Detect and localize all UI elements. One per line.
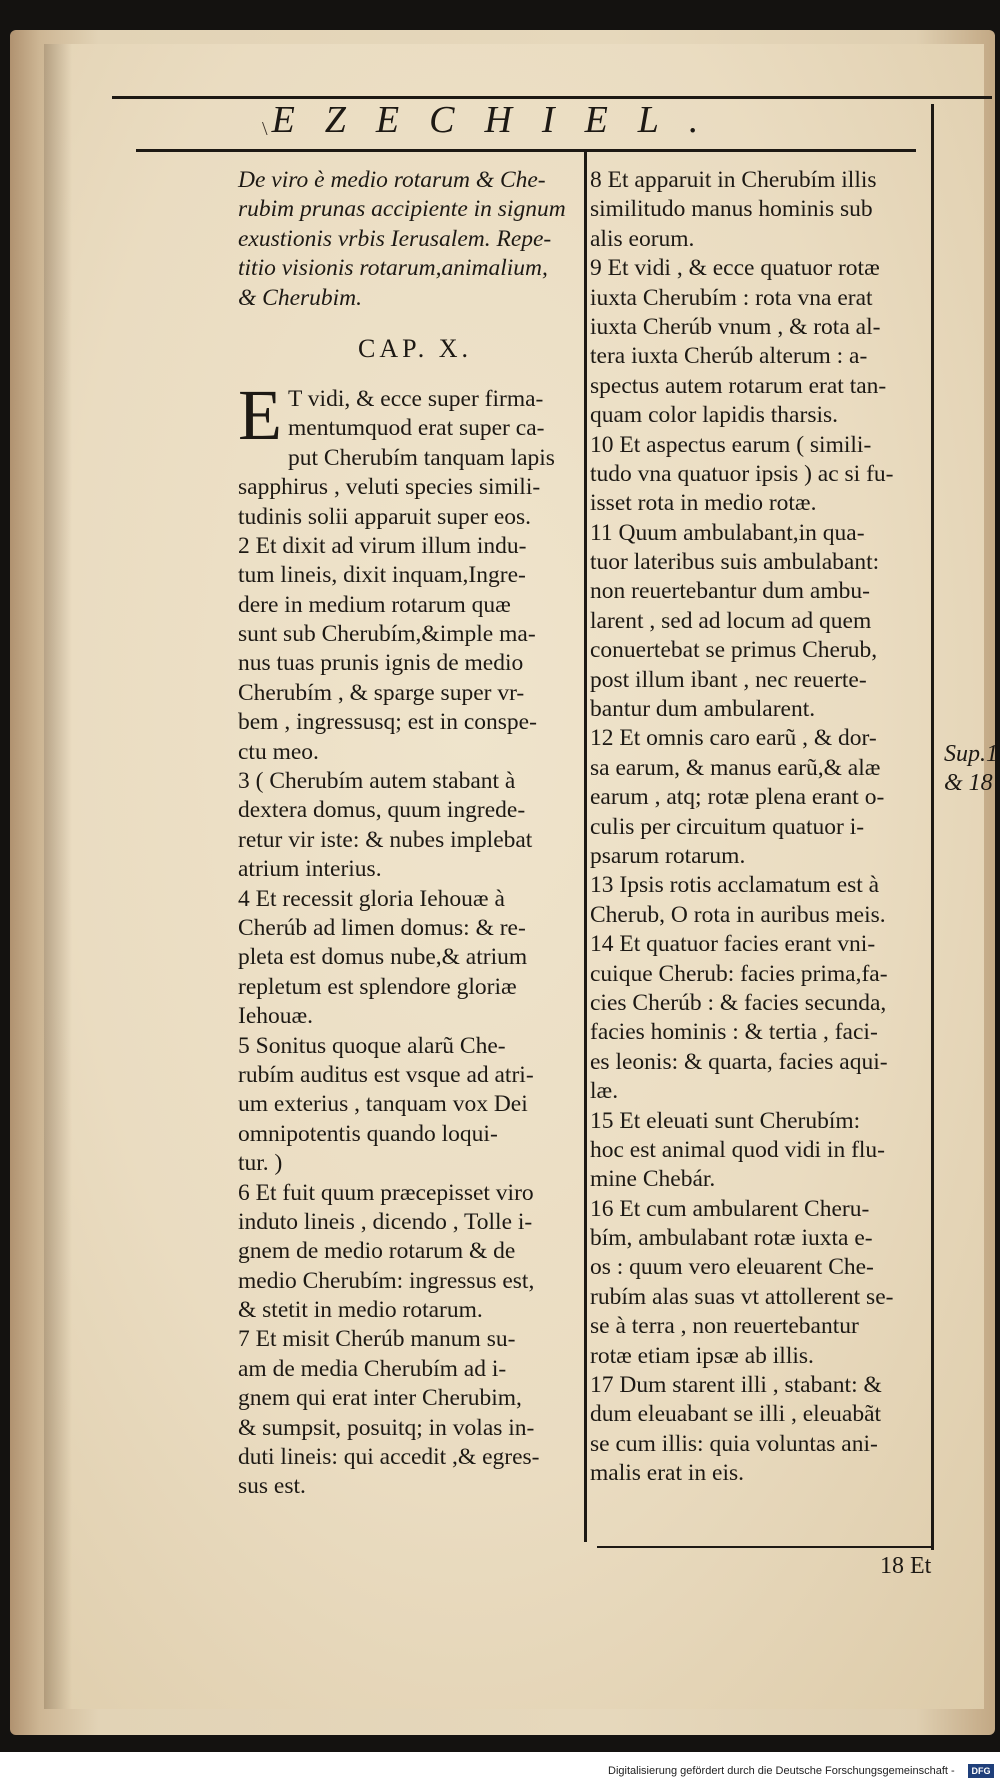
head-rule	[136, 149, 916, 152]
text-line: induto lineis , dicendo , Tolle i-	[238, 1208, 533, 1235]
text-line: duti lineis: qui accedit ,& egres-	[238, 1444, 540, 1471]
text-line: Cherubím , & sparge super vr-	[238, 679, 525, 706]
text-line: atrium interius.	[238, 856, 382, 883]
text-line: 10 Et aspectus earum ( simili-	[590, 431, 872, 458]
text-line: quam color lapidis tharsis.	[590, 402, 839, 429]
text-line: medio Cherubím: ingressus est,	[238, 1267, 535, 1294]
text-line: sa earum, & manus earũ,& alæ	[590, 754, 881, 781]
text-line: rubím auditus est vsque ad atri-	[238, 1061, 534, 1088]
text-line: nus tuas prunis ignis de medio	[238, 650, 524, 677]
text-line: 2 Et dixit ad virum illum indu-	[238, 532, 527, 559]
text-line: T vidi, & ecce super firma-	[288, 385, 544, 412]
outer-margin-rule	[931, 104, 934, 1550]
text-line: 4 Et recessit gloria Iehouæ à	[238, 885, 505, 912]
text-line: 5 Sonitus quoque alarũ Che-	[238, 1032, 506, 1059]
text-line: 13 Ipsis rotis acclamatum est à	[590, 872, 880, 899]
text-line: conuertebat se primus Cherub,	[590, 637, 878, 664]
text-line: iuxta Cherubím : rota vna erat	[590, 284, 873, 311]
text-line: am de media Cherubím ad i-	[238, 1355, 507, 1382]
text-line: pleta est domus nube,& atrium	[238, 944, 528, 971]
text-line: isset rota in medio rotæ.	[590, 490, 817, 517]
text-line: cuique Cherub: facies prima,fa-	[590, 960, 888, 987]
text-line: 3 ( Cherubím autem stabant à	[238, 768, 516, 795]
argument-line: titio visionis rotarum,animalium,	[238, 255, 548, 282]
text-line: spectus autem rotarum erat tan-	[590, 372, 887, 399]
text-line: os : quum vero eleuarent Che-	[590, 1254, 874, 1281]
text-line: 12 Et omnis caro earũ , & dor-	[590, 725, 877, 752]
argument-line: & Cherubim.	[238, 284, 363, 311]
text-line: rotæ etiam ipsæ ab illis.	[590, 1342, 814, 1369]
argument-line: rubim prunas accipiente in signum	[238, 196, 566, 223]
text-line: sunt sub Cherubím,&imple ma-	[238, 621, 536, 648]
text-line: 17 Dum starent illi , stabant: &	[590, 1372, 882, 1399]
text-line: bantur dum ambularent.	[590, 696, 816, 723]
text-line: 15 Et eleuati sunt Cherubím:	[590, 1107, 861, 1134]
text-line: similitudo manus hominis sub	[590, 196, 873, 223]
catchword: 18 Et	[880, 1553, 932, 1579]
text-line: iuxta Cherúb vnum , & rota al-	[590, 313, 881, 340]
digitization-credit: Digitalisierung gefördert durch die Deutsche Forschungsgemeinschaft -	[608, 1765, 955, 1777]
text-line: omnipotentis quando loqui-	[238, 1120, 498, 1147]
text-line: retur vir iste: & nubes implebat	[238, 826, 533, 853]
text-line: repletum est splendore gloriæ	[238, 973, 517, 1000]
text-line: non reuertebantur dum ambu-	[590, 578, 870, 605]
text-line: se à terra , non reuertebantur	[590, 1313, 859, 1340]
running-head: EZECHIEL.	[271, 99, 729, 141]
text-line: larent , sed ad locum ad quem	[590, 607, 872, 634]
argument-line: exustionis vrbis Ierusalem. Repe-	[238, 225, 552, 252]
text-line: 6 Et fuit quum præcepisset viro	[238, 1179, 534, 1206]
text-line: 8 Et apparuit in Cherubím illis	[590, 167, 877, 193]
text-line: put Cherubím tanquam lapis	[288, 444, 555, 471]
text-line: 14 Et quatuor facies erant vni-	[590, 931, 876, 958]
text-line: tum lineis, dixit inquam,Ingre-	[238, 562, 526, 589]
text-line: tudo vna quatuor ipsis ) ac si fu-	[590, 460, 894, 487]
text-line: cies Cherúb : & facies secunda,	[590, 989, 887, 1016]
text-line: sus est.	[238, 1473, 306, 1500]
text-line: um exterius , tanquam vox Dei	[238, 1091, 528, 1118]
dfg-logo: DFG	[968, 1764, 994, 1778]
chapter-argument	[238, 166, 578, 313]
text-line: dum eleuabant se illi , eleuabãt	[590, 1401, 882, 1428]
margin-note-line: Sup.1	[944, 741, 998, 767]
text-line: alis eorum.	[590, 225, 695, 252]
foot-rule	[597, 1546, 933, 1548]
text-line: 11 Quum ambulabant,in qua-	[590, 519, 865, 546]
text-line: tudinis solii apparuit super eos.	[238, 503, 532, 530]
text-line: es leonis: & quarta, facies aqui-	[590, 1048, 888, 1075]
text-line: 7 Et misit Cherúb manum su-	[238, 1326, 516, 1353]
text-line: mentumquod erat super ca-	[288, 415, 545, 442]
text-line: se cum illis: quia voluntas ani-	[590, 1430, 878, 1457]
text-line: dextera domus, quum ingrede-	[238, 797, 526, 824]
text-line: Cherub, O rota in auribus meis.	[590, 901, 886, 928]
text-line: tur. )	[238, 1150, 283, 1177]
text-line: tuor lateribus suis ambulabant:	[590, 549, 880, 576]
drop-capital: E	[238, 374, 282, 455]
text-line: & sumpsit, posuitq; in volas in-	[238, 1414, 535, 1441]
text-line: læ.	[590, 1078, 619, 1105]
tick-mark: \	[262, 118, 268, 140]
text-line: mine Chebár.	[590, 1166, 716, 1193]
margin-note-line: & 18	[944, 770, 993, 797]
text-line: & stetit in medio rotarum.	[238, 1297, 483, 1324]
left-column	[238, 166, 578, 1502]
right-column	[590, 166, 930, 1489]
text-line: Cherúb ad limen domus: & re-	[238, 914, 526, 941]
text-line: Iehouæ.	[238, 1003, 314, 1030]
text-line: gnem de medio rotarum & de	[238, 1238, 516, 1265]
text-line: rubím alas suas vt attollerent se-	[590, 1283, 894, 1310]
text-line: dere in medium rotarum quæ	[238, 591, 511, 618]
column-divider	[584, 150, 587, 1542]
text-line: post illum ibant , nec reuerte-	[590, 666, 867, 693]
text-line: hoc est animal quod vidi in flu-	[590, 1136, 886, 1163]
text-line: earum , atq; rotæ plena erant o-	[590, 784, 885, 811]
text-line: facies hominis : & tertia , faci-	[590, 1019, 878, 1046]
text-line: culis per circuitum quatuor i-	[590, 813, 865, 840]
text-line: 9 Et vidi , & ecce quatuor rotæ	[590, 255, 880, 282]
text-line: psarum rotarum.	[590, 842, 746, 869]
margin-note	[944, 738, 998, 797]
text-line: tera iuxta Cherúb alterum : a-	[590, 343, 868, 370]
text-line: gnem qui erat inter Cherubim,	[238, 1385, 522, 1412]
gutter-shadow	[44, 44, 72, 1709]
text-line: bem , ingressusq; est in conspe-	[238, 709, 537, 736]
text-line: ctu meo.	[238, 738, 319, 765]
chapter-heading: CAP. X.	[358, 333, 472, 363]
text-line: malis erat in eis.	[590, 1460, 745, 1487]
text-line: 16 Et cum ambularent Cheru-	[590, 1195, 870, 1222]
text-line: sapphirus , veluti species simili-	[238, 474, 541, 501]
argument-line: De viro è medio rotarum & Che-	[238, 167, 546, 193]
text-line: bím, ambulabant rotæ iuxta e-	[590, 1225, 873, 1252]
